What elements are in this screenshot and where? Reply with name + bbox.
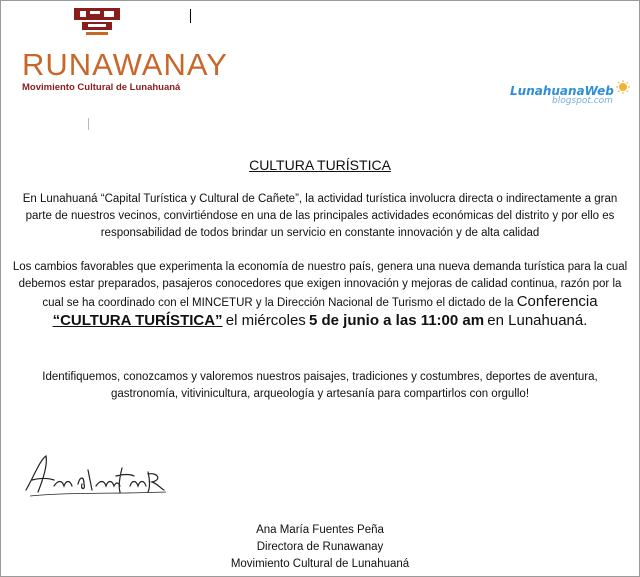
logo-subtitle: Movimiento Cultural de Lunahuaná — [22, 82, 181, 93]
paragraph-intro: En Lunahuaná “Capital Turística y Cultural de Cañete”, la actividad turística involucra directa o indirectamente a gran parte de nuestros vecinos, convirtiéndose en una de las principales actividades económicas del distrito y por ello es responsabilidad de todos brindar un servicio en constante innovación y de alta calidad — [22, 193, 618, 239]
watermark — [510, 84, 628, 106]
runawanay-logo-text: RUNAWANAY — [22, 47, 228, 82]
sun-icon — [616, 80, 630, 94]
paragraph-conference — [12, 259, 628, 331]
conference-on-text: el miércoles — [225, 312, 306, 329]
text-cursor — [190, 9, 191, 23]
conference-intro-text: Los cambios favorables que experimenta la economía de nuestro país, genera una nueva demanda turística para la cual debemos estar preparados, pasajeros conocedores que exigen innovación y mejoras de calidad continua, razón por la cual se ha coordinado con el MINCETUR y la Dirección Nacional de Turismo el dictado de la — [12, 261, 628, 309]
paragraph-closing: Identifiquemos, conozcamos y valoremos nuestros paisajes, tradiciones y costumbres, deportes de aventura, gastronomía, vitivinicultura, arqueología y artesanía para compartirlos con orgullo! — [42, 371, 598, 400]
signer-role: Directora de Runawanay — [256, 541, 384, 553]
conference-place: en Lunahuaná. — [487, 312, 588, 329]
conference-date: 5 de junio a las 11:00 am — [309, 312, 485, 329]
watermark-title: LunahuanaWeb — [510, 84, 614, 98]
signature-block — [0, 522, 640, 573]
signer-organization: Movimiento Cultural de Lunahuaná — [230, 558, 410, 570]
conference-label: Conferencia — [516, 293, 598, 310]
signer-name: Ana María Fuentes Peña — [256, 524, 384, 536]
text-cursor-faint — [88, 118, 89, 130]
handwritten-signature — [20, 446, 170, 508]
watermark-subtitle: blogspot.com — [552, 96, 613, 106]
conference-event-name: “CULTURA TURÍSTICA” — [52, 312, 223, 329]
runawanay-logo-icon — [74, 8, 120, 44]
document-title: CULTURA TURÍSTICA — [249, 157, 391, 173]
